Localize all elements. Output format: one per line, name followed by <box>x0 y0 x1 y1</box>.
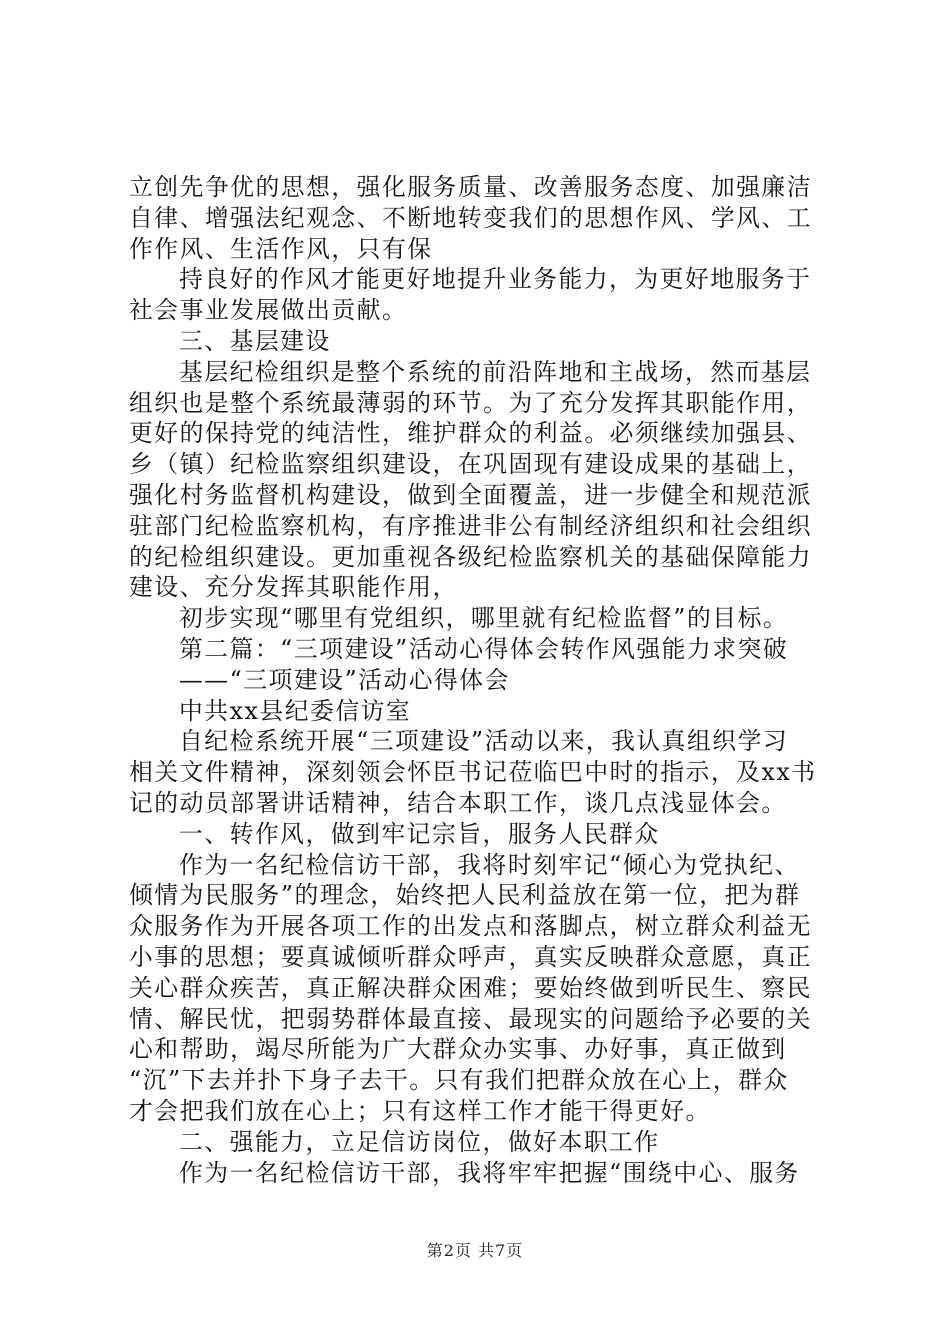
text-line: 更好的保持党的纯洁性，维护群众的利益。必须继续加强县、 <box>129 419 813 448</box>
text-line: 组织也是整个系统最薄弱的环节。为了充分发挥其职能作用， <box>129 388 813 417</box>
text-line: 自纪检系统开展“三项建设”活动以来，我认真组织学习 <box>179 727 789 756</box>
text-line: 第二篇：“三项建设”活动心得体会转作风强能力求突破 <box>179 634 789 663</box>
text-line: 倾情为民服务”的理念，始终把人民利益放在第一位，把为群 <box>129 881 801 910</box>
text-line: 才会把我们放在心上；只有这样工作才能干得更好。 <box>129 1096 711 1125</box>
text-line: 自律、增强法纪观念、不断地转变我们的思想作风、学风、工 <box>129 203 813 232</box>
text-line: 一、转作风，做到牢记宗旨，服务人民群众 <box>179 819 660 848</box>
text-line: 众服务作为开展各项工作的出发点和落脚点，树立群众利益无 <box>129 912 813 941</box>
text-line: 中共xx县纪委信访室 <box>179 696 412 725</box>
text-line: 强化村务监督机构建设，做到全面覆盖，进一步健全和规范派 <box>129 480 813 509</box>
text-line: 基层纪检组织是整个系统的前沿阵地和主战场，然而基层 <box>179 357 812 386</box>
text-line: 关心群众疾苦，真正解决群众困难；要始终做到听民生、察民 <box>129 973 813 1002</box>
text-line: 建设、充分发挥其职能作用， <box>129 573 458 602</box>
text-line: 持良好的作风才能更好地提升业务能力，为更好地服务于 <box>179 265 812 294</box>
text-line: 二、强能力，立足信访岗位，做好本职工作 <box>179 1127 660 1156</box>
text-line: 乡（镇）纪检监察组织建设，在巩固现有建设成果的基础上， <box>129 450 813 479</box>
text-line: 初步实现“哪里有党组织，哪里就有纪检监督”的目标。 <box>179 604 789 633</box>
text-line: 相关文件精神，深刻领会怀臣书记莅临巴中时的指示，及xx书 <box>129 758 817 787</box>
text-line: 的纪检组织建设。更加重视各级纪检监察机关的基础保障能力 <box>129 542 813 571</box>
text-line: 作为一名纪检信访干部，我将时刻牢记“倾心为党执纪、 <box>179 850 800 879</box>
text-line: 社会事业发展做出贡献。 <box>129 296 408 325</box>
text-line: 作作风、生活作风，只有保 <box>129 234 433 263</box>
text-line: 情、解民忧，把弱势群体最直接、最现实的问题给予必要的关 <box>129 1004 813 1033</box>
text-line: ——“三项建设”活动心得体会 <box>179 665 510 694</box>
text-line: 作为一名纪检信访干部，我将牢牢把握“围绕中心、服务 <box>179 1158 800 1187</box>
text-line: 驻部门纪检监察机构，有序推进非公有制经济组织和社会组织 <box>129 511 813 540</box>
document-body <box>129 172 834 1188</box>
text-line: 小事的思想；要真诚倾听群众呼声，真实反映群众意愿，真正 <box>129 942 813 971</box>
text-line: 立创先争优的思想，强化服务质量、改善服务态度、加强廉洁 <box>129 173 813 201</box>
text-line: 三、基层建设 <box>179 326 331 355</box>
text-line: 心和帮助，竭尽所能为广大群众办实事、办好事，真正做到 <box>129 1035 787 1064</box>
page-footer: 第2页 共7页 <box>426 1241 524 1260</box>
text-line: “沉”下去并扑下身子去干。只有我们把群众放在心上，群众 <box>129 1066 789 1095</box>
text-line: 记的动员部署讲话精神，结合本职工作，谈几点浅显体会。 <box>129 788 787 817</box>
